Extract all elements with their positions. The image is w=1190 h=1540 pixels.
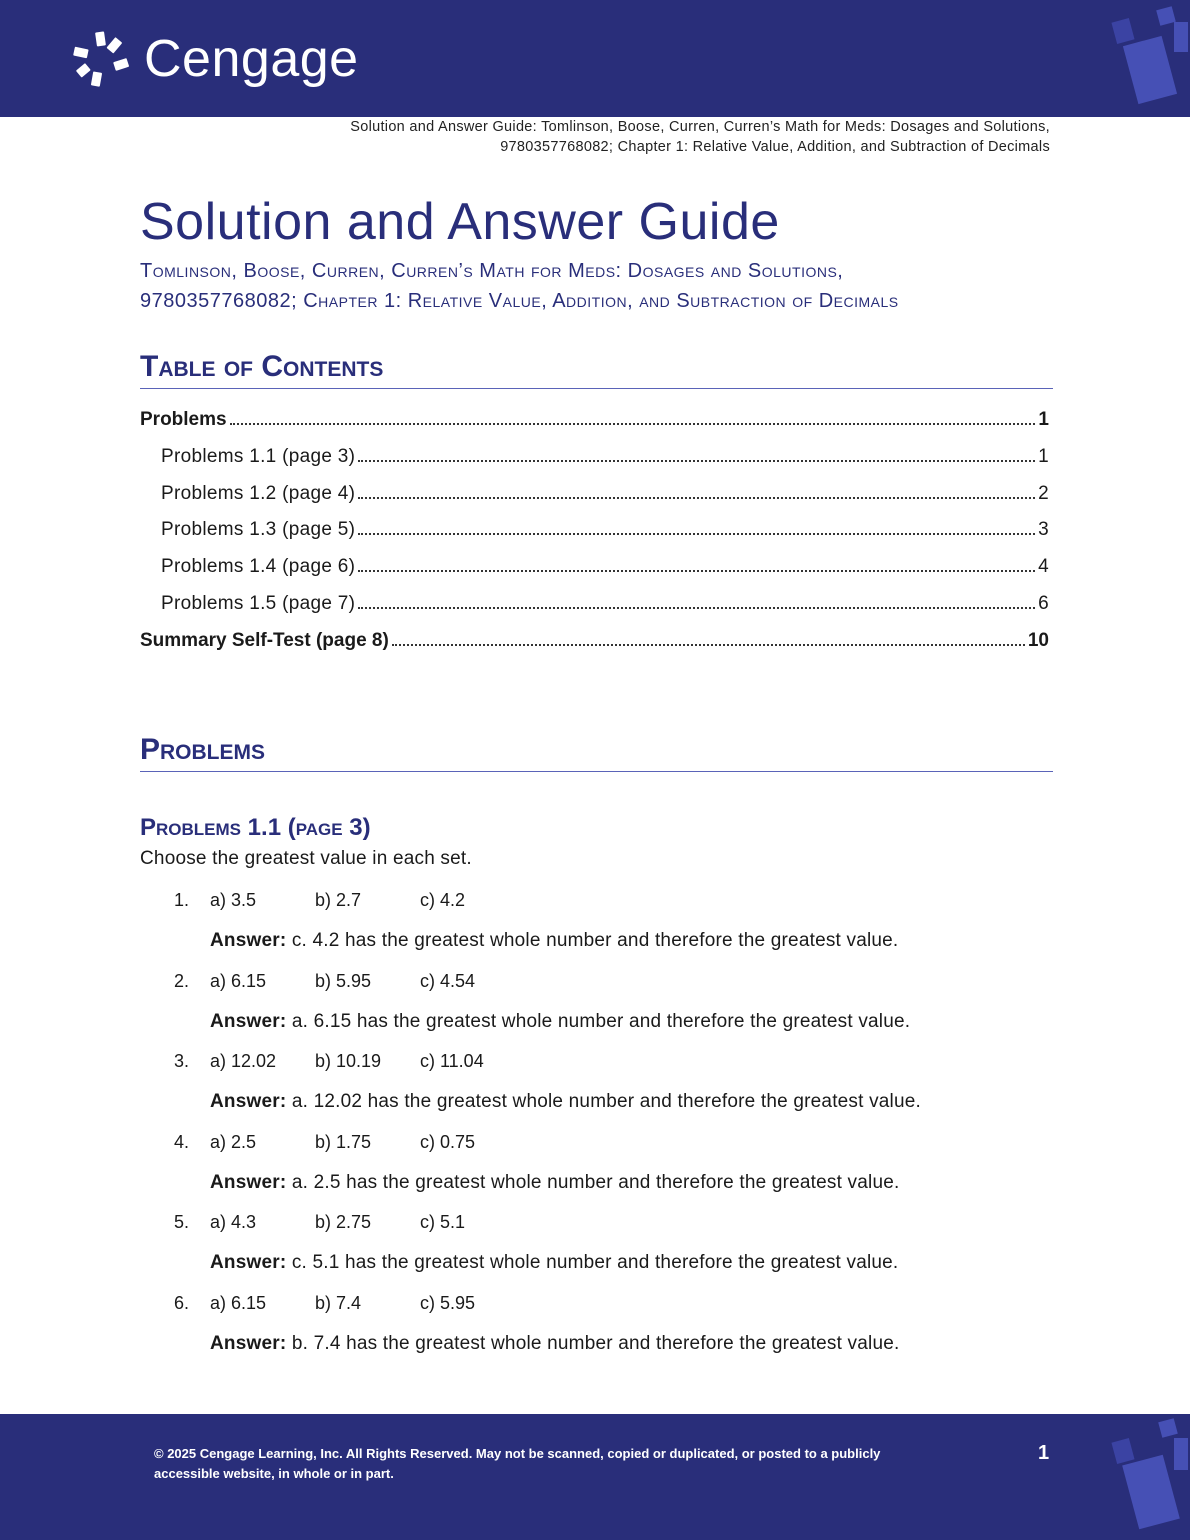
problem-item (140, 1289, 1040, 1370)
subtitle-line-1: Tomlinson, Boose, Curren, Curren’s Math for Meds: Dosages and Solutions, (140, 260, 844, 282)
answer-line (210, 1091, 921, 1113)
running-head-line-2: 9780357768082; Chapter 1: Relative Value, Addition, and Subtraction of Decimals (500, 139, 1050, 155)
page-subtitle (140, 256, 1070, 316)
toc-entry-problems[interactable] (140, 409, 1049, 446)
answer-label: Answer: (210, 1171, 287, 1193)
toc-entry-label: Problems 1.1 (page 3) (161, 445, 356, 467)
footer-decoration (1110, 1414, 1190, 1540)
answer-text: a. 6.15 has the greatest whole number and therefore the greatest value. (291, 1010, 911, 1032)
answer-line (210, 930, 898, 952)
toc-entry-page: 10 (1027, 629, 1049, 651)
problem-number: 4. (174, 1131, 190, 1152)
answer-text: c. 5.1 has the greatest whole number and therefore the greatest value. (291, 1252, 899, 1273)
toc-entry-problems-1-1[interactable] (140, 446, 1049, 483)
problem-list (140, 886, 1040, 1369)
toc-entry-page: 6 (1038, 592, 1049, 614)
choice-c: c) 5.95 (420, 1292, 476, 1313)
toc-entry-problems-1-2[interactable] (140, 483, 1049, 520)
toc-heading: Table of Contents (140, 350, 1053, 389)
toc-leader (230, 423, 1036, 425)
toc-entry-summary-self-test[interactable] (140, 630, 1049, 667)
answer-label: Answer: (210, 930, 287, 951)
toc-leader (358, 460, 1035, 462)
footer-banner (0, 1414, 1190, 1540)
toc-entry-problems-1-4[interactable] (140, 556, 1049, 593)
copyright-line-2: accessible website, in whole or in part. (154, 1466, 394, 1481)
answer-label: Answer: (210, 1091, 287, 1112)
problems-1-1-heading: Problems 1.1 (page 3) (140, 814, 371, 841)
choice-c: c) 0.75 (420, 1131, 476, 1152)
copyright-notice (154, 1444, 934, 1484)
problem-number: 6. (174, 1292, 190, 1313)
choice-c: c) 5.1 (420, 1212, 466, 1232)
toc-entry-label: Problems 1.3 (page 5) (161, 519, 356, 541)
choice-a: a) 4.3 (210, 1212, 257, 1232)
problem-number: 5. (174, 1212, 190, 1232)
header-banner (0, 0, 1190, 117)
problem-number: 2. (174, 970, 190, 991)
choice-c: c) 11.04 (420, 1051, 484, 1071)
brand-name: Cengage (144, 30, 359, 88)
answer-line (210, 1011, 910, 1033)
toc-entry-page: 4 (1038, 556, 1049, 578)
choice-b: b) 1.75 (315, 1131, 372, 1152)
problem-item (140, 967, 1040, 1048)
problems-heading: Problems (140, 733, 1053, 772)
copyright-line-1: © 2025 Cengage Learning, Inc. All Rights Reserved. May not be scanned, copied or duplicated, or posted to a publicly (154, 1446, 881, 1461)
running-head-line-1: Solution and Answer Guide: Tomlinson, Boose, Curren, Curren’s Math for Meds: Dosages and Solutions, (350, 119, 1050, 135)
choice-a: a) 12.02 (210, 1051, 277, 1071)
choice-b: b) 2.75 (315, 1212, 372, 1232)
page-title: Solution and Answer Guide (140, 193, 780, 251)
running-head (150, 117, 1050, 157)
problem-item (140, 886, 1040, 967)
answer-label: Answer: (210, 1010, 287, 1032)
answer-text: a. 2.5 has the greatest whole number and therefore the greatest value. (291, 1171, 900, 1193)
problem-number: 1. (174, 890, 190, 910)
toc-entry-label: Problems 1.4 (page 6) (161, 556, 356, 578)
toc-entry-problems-1-3[interactable] (140, 519, 1049, 556)
toc-entry-page: 2 (1038, 482, 1049, 504)
toc-leader (358, 497, 1035, 499)
toc-leader (358, 533, 1035, 535)
subtitle-line-2: 9780357768082; Chapter 1: Relative Value, Addition, and Subtraction of Decimals (140, 290, 899, 312)
choice-a: a) 6.15 (210, 970, 267, 991)
toc-entry-label: Problems 1.5 (page 7) (161, 592, 356, 614)
answer-line (210, 1333, 899, 1355)
problem-item (140, 1047, 1040, 1128)
cengage-logo (72, 30, 359, 88)
cengage-logo-mark-icon (72, 30, 132, 88)
toc-entry-label: Problems 1.2 (page 4) (161, 482, 356, 504)
answer-line (210, 1172, 899, 1194)
choice-b: b) 5.95 (315, 970, 372, 991)
toc-leader (358, 607, 1035, 609)
toc-entry-label: Summary Self-Test (page 8) (140, 629, 389, 651)
toc-entry-page: 1 (1038, 445, 1049, 467)
answer-label: Answer: (210, 1252, 287, 1273)
choice-a: a) 3.5 (210, 890, 257, 910)
toc-entry-page: 3 (1038, 519, 1049, 541)
answer-text: c. 4.2 has the greatest whole number and therefore the greatest value. (291, 930, 899, 951)
choice-a: a) 2.5 (210, 1131, 257, 1152)
table-of-contents (140, 409, 1049, 667)
choice-a: a) 6.15 (210, 1292, 267, 1313)
instruction-text: Choose the greatest value in each set. (140, 848, 472, 869)
choice-c: c) 4.54 (420, 970, 476, 991)
toc-entry-page: 1 (1038, 409, 1049, 430)
answer-label: Answer: (210, 1332, 287, 1354)
page-number: 1 (1038, 1442, 1050, 1464)
answer-text: a. 12.02 has the greatest whole number and therefore the greatest value. (291, 1091, 921, 1112)
problem-item (140, 1208, 1040, 1289)
choice-b: b) 10.19 (315, 1051, 382, 1071)
toc-leader (358, 570, 1035, 572)
problem-item (140, 1128, 1040, 1209)
problem-number: 3. (174, 1051, 190, 1071)
choice-c: c) 4.2 (420, 890, 466, 910)
choice-b: b) 7.4 (315, 1292, 362, 1313)
toc-entry-label: Problems (140, 409, 227, 430)
choice-b: b) 2.7 (315, 890, 362, 910)
toc-leader (392, 644, 1025, 646)
answer-text: b. 7.4 has the greatest whole number and therefore the greatest value. (291, 1332, 900, 1354)
answer-line (210, 1252, 898, 1274)
toc-entry-problems-1-5[interactable] (140, 593, 1049, 630)
header-decoration (1110, 0, 1190, 117)
